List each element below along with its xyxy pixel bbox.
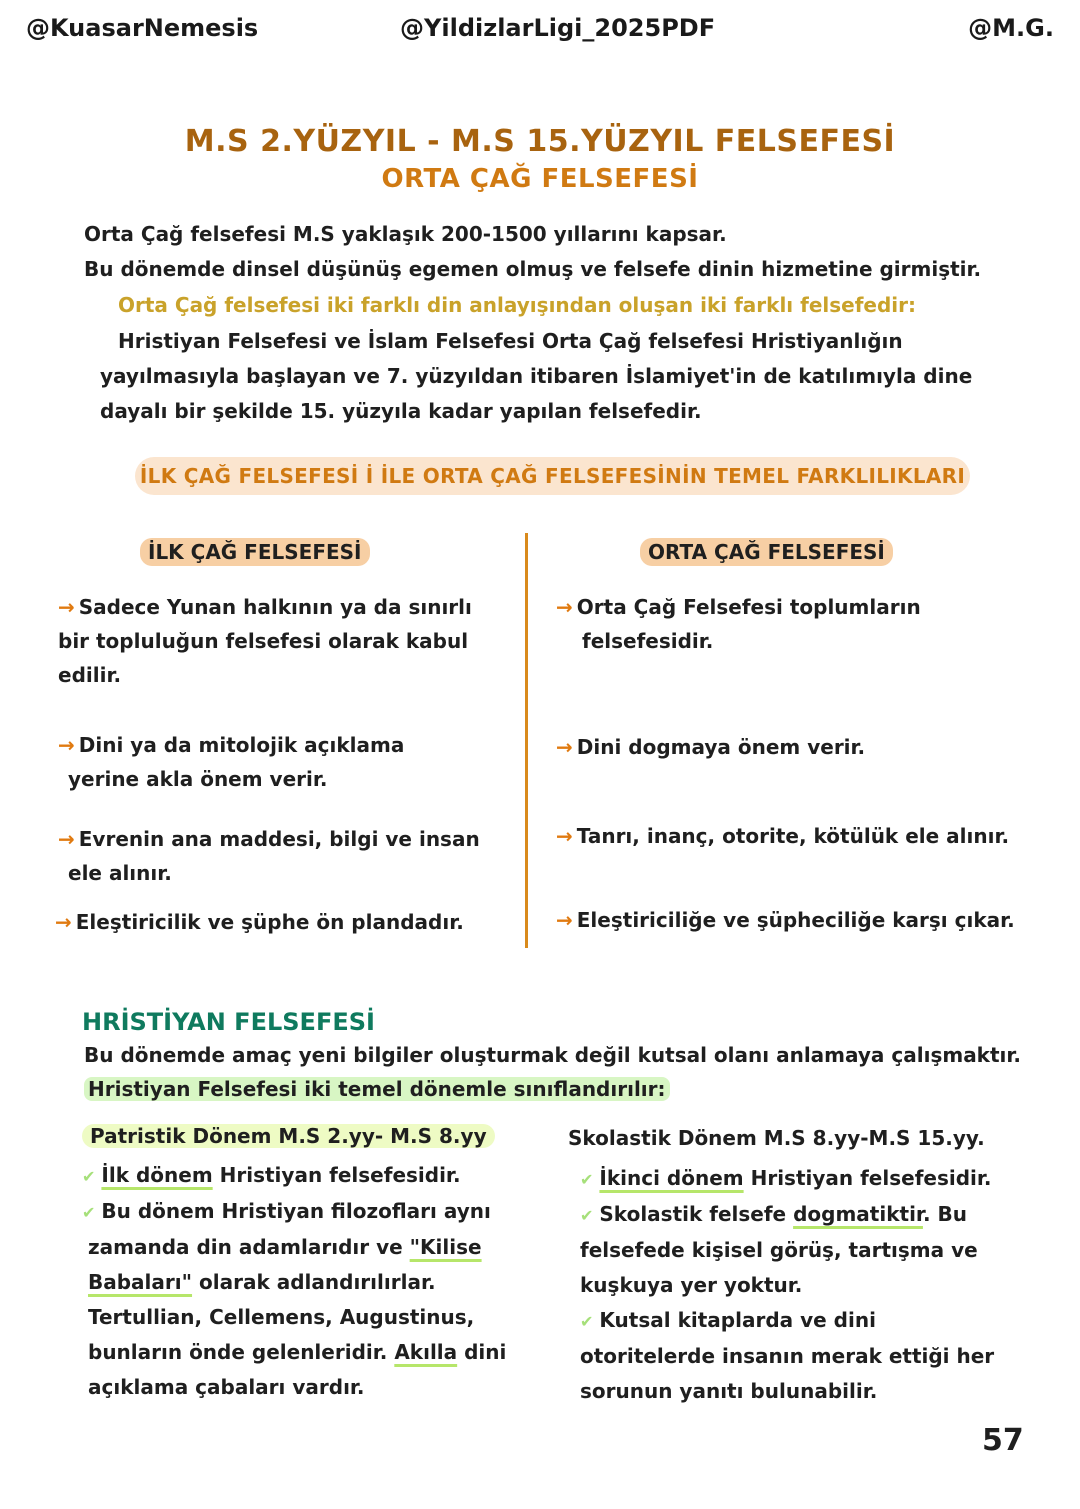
- intro-line-3: Orta Çağ felsefesi iki farklı din anlayışından oluşan iki farklı felsefedir:: [118, 293, 917, 317]
- column-divider: [525, 533, 528, 948]
- arrow-icon: →: [556, 735, 573, 759]
- left-item: → Evrenin ana maddesi, bilgi ve insan ele alınır.: [58, 827, 480, 885]
- intro-line-2: Bu dönemde dinsel düşünüş egemen olmuş ve felsefe dinin hizmetine girmiştir.: [84, 257, 982, 281]
- check-icon: ✔: [82, 1203, 96, 1222]
- handle-right: @M.G.: [968, 14, 1054, 42]
- handle-center: @YildizlarLigi_2025PDF: [400, 14, 716, 42]
- left-column-title: İLK ÇAĞ FELSEFESİ: [140, 538, 370, 566]
- arrow-icon: →: [556, 824, 573, 848]
- left-item: → Dini ya da mitolojik açıklama yerine akla önem verir.: [58, 733, 405, 791]
- check-icon: ✔: [580, 1206, 594, 1225]
- left-item: → Eleştiricilik ve şüphe ön plandadır.: [55, 910, 464, 934]
- arrow-icon: →: [556, 908, 573, 932]
- page-title: M.S 2.YÜZYIL - M.S 15.YÜZYIL FELSEFESİ: [184, 124, 896, 159]
- right-item: → Orta Çağ Felsefesi toplumların felsefesidir.: [556, 595, 921, 653]
- intro-line-6: dayalı bir şekilde 15. yüzyıla kadar yapılan felsefedir.: [100, 399, 702, 423]
- page-subtitle: ORTA ÇAĞ FELSEFESİ: [381, 164, 699, 194]
- patristic-body: ✔ İlk dönem Hristiyan felsefesidir. ✔ Bu dönem Hristiyan filozofları aynı zamanda din adamlarıdır ve "Kilise Babaları" olarak adlandırılırlar. Tertullian, Cellemens, Augustinus, bunların önde gelenleridir. Akılla dini açıklama çabaları vardır.: [82, 1163, 507, 1399]
- arrow-icon: →: [55, 910, 72, 934]
- page-number: 57: [982, 1423, 1024, 1458]
- check-icon: ✔: [82, 1167, 96, 1186]
- scholastic-title: Skolastik Dönem M.S 8.yy-M.S 15.yy.: [568, 1126, 985, 1150]
- section-line-2: Hristiyan Felsefesi iki temel dönemle sınıflandırılır:: [84, 1077, 670, 1101]
- scholastic-body: ✔ İkinci dönem Hristiyan felsefesidir. ✔ Skolastik felsefe dogmatiktir. Bu felsefede kişisel görüş, tartışma ve kuşkuya yer yoktur. ✔ Kutsal kitaplarda ve dini otoritelerde insanın merak ettiği her sorunun yanıtı bulunabilir.: [580, 1166, 995, 1403]
- intro-line-5: yayılmasıyla başlayan ve 7. yüzyıldan itibaren İslamiyet'in de katılımıyla dine: [100, 364, 973, 388]
- arrow-icon: →: [58, 827, 75, 851]
- intro-line-1: Orta Çağ felsefesi M.S yaklaşık 200-1500 yıllarını kapsar.: [84, 222, 727, 246]
- section-title: HRİSTİYAN FELSEFESİ: [82, 1008, 375, 1036]
- intro-line-4: Hristiyan Felsefesi ve İslam Felsefesi Orta Çağ felsefesi Hristiyanlığın: [118, 329, 903, 353]
- right-item: → Eleştiriciliğe ve şüpheciliğe karşı çıkar.: [556, 908, 1015, 932]
- arrow-icon: →: [58, 733, 75, 757]
- handle-left: @KuasarNemesis: [26, 14, 259, 42]
- section-line-1: Bu dönemde amaç yeni bilgiler oluşturmak değil kutsal olanı anlamaya çalışmaktır.: [84, 1043, 1022, 1067]
- left-item: → Sadece Yunan halkının ya da sınırlı bir topluluğun felsefesi olarak kabul edilir.: [58, 595, 472, 687]
- check-icon: ✔: [580, 1170, 594, 1189]
- check-icon: ✔: [580, 1312, 594, 1331]
- right-item: → Dini dogmaya önem verir.: [556, 735, 866, 759]
- comparison-banner: İLK ÇAĞ FELSEFESİ İ İLE ORTA ÇAĞ FELSEFESİNİN TEMEL FARKLILIKLARI: [135, 457, 970, 495]
- right-column-title: ORTA ÇAĞ FELSEFESİ: [640, 538, 893, 566]
- right-item: → Tanrı, inanç, otorite, kötülük ele alınır.: [556, 824, 1010, 848]
- patristic-title: Patristik Dönem M.S 2.yy- M.S 8.yy: [82, 1124, 495, 1148]
- arrow-icon: →: [556, 595, 573, 619]
- arrow-icon: →: [58, 595, 75, 619]
